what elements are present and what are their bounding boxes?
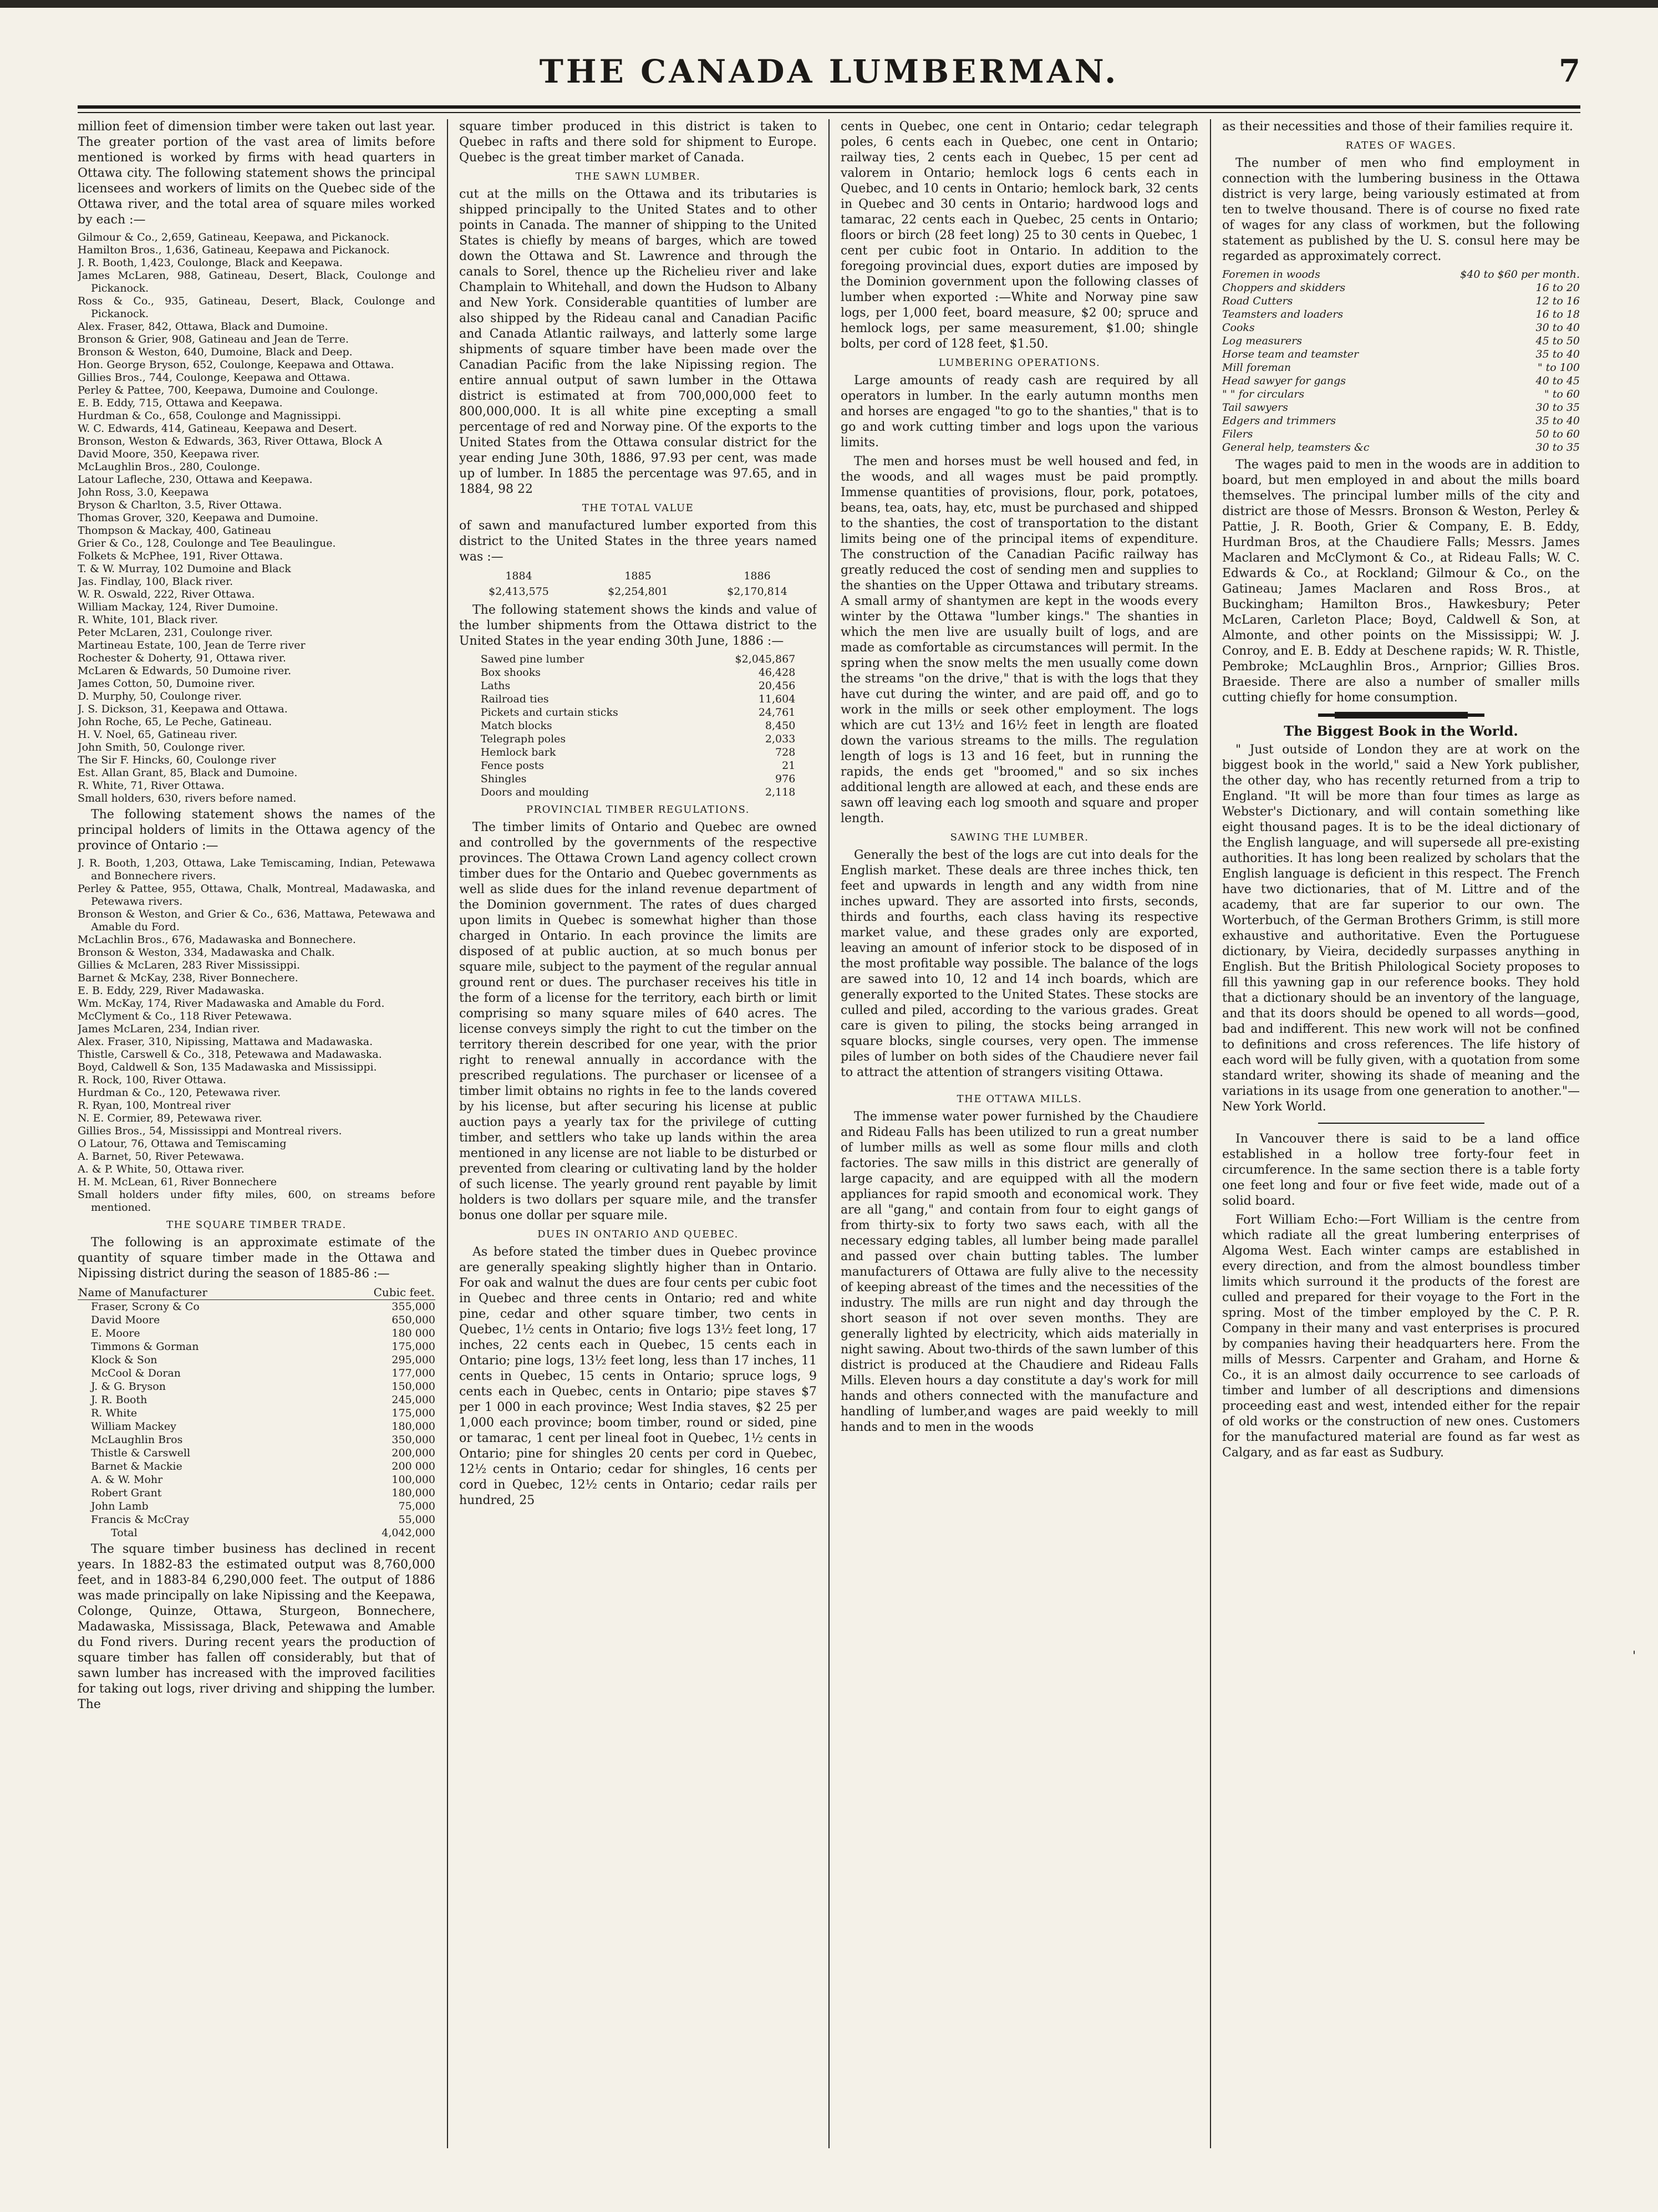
table-row: [481, 786, 796, 799]
list-item: Hurdman & Co., 658, Coulonge and Magnissippi.: [78, 410, 342, 422]
list-item: E. B. Eddy, 229, River Madawaska.: [78, 985, 265, 997]
paragraph: square timber produced in this district is taken to Quebec in rafts and there sold for shipment to Europe. Quebec is the great timber market of Canada.: [459, 120, 817, 165]
paragraph: Fort William Echo:—Fort William is the centre from which radiate all the great lumbering enterprises of Algoma West. Each winter camps are established in every direction, and from the almost boundless timber limits which surround it the products of the forest are culled and prepared for their voyage to the Fort in the spring. Most of the timber employed by the C. P. R. Company in their many and vast enterprises is procured by companies having their headquarters here. From the mills of Messrs. Carpenter and Graham, and Horne & Co., it is an almost daily occurrence to see carloads of timber and lumber of all descriptions and dimensions proceeding east and west, intended either for the repair of old works or the construction of new ones. Customers for the manufactured material are found as far west as Calgary, and as far east as Sudbury.: [1222, 1213, 1580, 1460]
paragraph: The following is an approximate estimate of the quantity of square timber made in the Ottawa and Nipissing district during the season of 1885-86 :—: [78, 1236, 435, 1281]
manufacturer-name: Klock & Son: [91, 1354, 157, 1366]
column-1: [78, 119, 435, 2148]
list-item: A. Barnet, 50, River Petewawa.: [78, 1150, 245, 1163]
lumber-kind: Railroad ties: [480, 693, 549, 705]
lumber-kind: Pickets and curtain sticks: [480, 706, 618, 718]
lumber-value: 728: [775, 746, 796, 758]
table-row: [78, 1420, 435, 1433]
job-title: Filers: [1222, 428, 1253, 440]
column-header: Cubic feet.: [319, 1285, 435, 1300]
list-item: Hurdman & Co., 120, Petewawa river.: [78, 1087, 281, 1099]
ornamental-rule: [1318, 711, 1484, 719]
list-item: Small holders under fifty miles, 600, on streams before mentioned.: [78, 1189, 435, 1214]
list-item: Barnet & McKay, 238, River Bonnechere.: [78, 972, 298, 984]
job-title: Edgers and trimmers: [1222, 415, 1336, 427]
list-item: Perley & Pattee, 955, Ottawa, Chalk, Montreal, Madawaska, and Petewawa rivers.: [78, 883, 435, 908]
paragraph: The men and horses must be well housed and fed, in the woods, and all wages must be paid promptly. Immense quantities of provisions, flour, pork, potatoes, beans, tea, oats, hay, etc, must be purchased and shipped to the shanties, the cost of transportation to the distant limits being one of the principal items of expenditure. The construction of the Canadian Pacific railway has greatly reduced the cost of sending men and supplies to the shanties on the Upper Ottawa and tributary streams. A small army of shantymen are kept in the woods every winter by the Ottawa "lumber kings." The shanties in which the men live are usually built of logs, and are made as comfortable as circumstances will permit. In the spring when the snow melts the men usually come down the streams "on the drive," that is with the logs that they have cut during the winter, and are paid off, and go to work in the mills or seek other employment. The logs which are cut 13½ and 16½ feet in length are floated down the various streams to the mills. The regulation length of logs is 13 and 16 feet, but in running the rapids, the ends get "broomed," and so six inches additional length are allowed at each, and these ends are sawn off leaving each log smooth and square and proper length.: [841, 455, 1198, 825]
table-row: [481, 706, 796, 719]
list-item: H. V. Noel, 65, Gatineau river.: [78, 728, 238, 741]
manufacturer-name: Barnet & Mackie: [91, 1460, 182, 1472]
year-entry: [608, 568, 668, 599]
list-item: R. Ryan, 100, Montreal river: [78, 1099, 231, 1112]
cubic-feet: 55,000: [398, 1513, 435, 1526]
list-item: Martineau Estate, 100, Jean de Terre river: [78, 639, 306, 651]
lumber-kind: Hemlock bark: [480, 746, 556, 758]
list-item: Bryson & Charlton, 3.5, River Ottawa.: [78, 499, 282, 511]
manufacturer-name: McLaughlin Bros: [91, 1434, 183, 1446]
masthead-rule: [78, 105, 1580, 109]
table-row: [481, 719, 796, 732]
masthead: [78, 53, 1580, 103]
job-title: Tail sawyers: [1222, 401, 1288, 414]
table-row: [78, 1393, 435, 1406]
job-title: Road Cutters: [1222, 295, 1293, 307]
table-row: [78, 1327, 435, 1340]
wage-rate: 40 to 45: [1535, 375, 1580, 387]
job-title: Head sawyer for gangs: [1222, 375, 1346, 387]
list-item: Est. Allan Grant, 85, Black and Dumoine.: [78, 767, 298, 779]
table-row: [78, 1406, 435, 1420]
lumber-value: 11,604: [758, 693, 796, 705]
lumber-kind: Doors and moulding: [480, 786, 589, 798]
cubic-feet: 295,000: [391, 1354, 435, 1366]
paragraph: The immense water power furnished by the Chaudiere and Rideau Falls has been utilized to run a great number of lumber mills as well as some flour mills and cloth factories. The saw mills in this district are generally of large capacity, and are equipped with all the modern appliances for rapid smooth and economical work. They are all "gang," and contain from four to eight gangs of from thirty-six to forty two saws each, with all the necessary edging tables, all lumber being made parallel and passed over chain butting tables. The lumber manufacturers of Ottawa are fully alive to the necessity of keeping abreast of the times and the necessities of the industry. The mills are run night and day through the short season if not over seven months. They are generally lighted by electricity, which aids materially in night sawing. About two-thirds of the sawn lumber of this district is produced at the Chaudiere and Rideau Falls Mills. Eleven hours a day constitute a day's work for mill hands and others connected with the manufacture and handling of lumber,and wages are paid weekly to mill hands and to men in the woods: [841, 1110, 1198, 1434]
year-entry: [727, 568, 787, 599]
wage-rate: " to 60: [1544, 388, 1580, 400]
lumber-value: $2,045,867: [735, 653, 796, 665]
quebec-licensee-list: [78, 231, 435, 805]
list-item: McClyment & Co., 118 River Petewawa.: [78, 1010, 292, 1022]
manufacturer-name: E. Moore: [91, 1327, 140, 1339]
list-item: Thistle, Carswell & Co., 318, Petewawa and Madawaska.: [78, 1048, 382, 1061]
table-row: [481, 772, 796, 786]
list-item: McLaren & Edwards, 50 Dumoine river.: [78, 665, 292, 677]
total-label: Total: [111, 1527, 138, 1539]
article-headline: The Biggest Book in the World.: [1284, 723, 1518, 739]
manufacturer-name: A. & W. Mohr: [91, 1474, 163, 1486]
paragraph: as their necessities and those of their families require it.: [1222, 120, 1573, 134]
paragraph: As before stated the timber dues in Quebec province are generally speaking slightly higher than in Ontario. For oak and walnut the dues are four cents per cubic foot in Quebec and three cents in Ontario; red and white pine, cedar and other square timber, two cents in Quebec, 1½ cents in Ontario; five logs 13½ feet long, 17 inches, 22 cents each in Quebec, 15 cents each in Ontario; pine logs, 13½ feet long, less than 17 inches, 11 cents in Quebec, 15 cents in Ontario; spruce logs, 9 cents each in Quebec, cents in Ontario; pipe staves $7 per 1 000 in each province; West India staves, $2 25 per 1,000 each province; boom timber, round or sided, pine or tamarac, 1 cent per lineal foot in Quebec, 1½ cents in Ontario; pine for shingles 20 cents per cord in Quebec, 12½ cents in Ontario; cedar for shingles, 16 cents per cord in Quebec, 12½ cents in Ontario; cedar rails per hundred, 25: [459, 1245, 817, 1507]
list-item: Gillies Bros., 54, Mississippi and Montreal rivers.: [78, 1125, 342, 1137]
table-row: [78, 1460, 435, 1473]
list-item: Perley & Pattee, 700, Keepawa, Dumoine and Coulonge.: [78, 384, 378, 396]
table-row: [78, 1500, 435, 1513]
manufacturer-name: John Lamb: [91, 1500, 149, 1512]
cubic-feet: 175,000: [391, 1341, 435, 1353]
cubic-feet: 200,000: [391, 1447, 435, 1459]
wage-rate: 30 to 35: [1535, 401, 1580, 414]
cubic-feet: 650,000: [391, 1314, 435, 1326]
list-item: Hon. George Bryson, 652, Coulonge, Keepawa and Ottawa.: [78, 359, 394, 371]
table-row: [1222, 427, 1580, 441]
paragraph: Generally the best of the logs are cut into deals for the English market. These deals are three inches thick, ten feet and upwards in length and any width from nine inches upward. They are assorted into firsts, seconds, thirds and fourths, each class having its respective market value, and these grades only are exported, leaving an amount of inferior stock to be disposed of in the most profitable way possible. The balance of the logs are sawed into 10, 12 and 14 inch boards, which are generally exported to the United States. These stocks are culled and piled, according to the various grades. Great care is given to piling, the stocks being arranged in square blocks, single courses, very open. The immense piles of lumber on both sides of the Chaudiere never fail to attract the attention of strangers visiting Ottawa.: [841, 848, 1198, 1079]
list-item: Thompson & Mackay, 400, Gatineau: [78, 524, 272, 537]
list-item: William Mackay, 124, River Dumoine.: [78, 601, 278, 613]
cubic-feet: 177,000: [391, 1367, 435, 1379]
wage-rate: " to 100: [1537, 361, 1580, 374]
separator-rule: [1318, 1123, 1484, 1124]
year: 1884: [505, 570, 532, 582]
section-heading: THE OTTAWA MILLS.: [957, 1093, 1082, 1105]
cubic-feet: 75,000: [398, 1500, 435, 1512]
table-row: [1222, 321, 1580, 334]
lumber-kind: Shingles: [480, 773, 527, 785]
list-item: Wm. McKay, 174, River Madawaska and Amable du Ford.: [78, 997, 385, 1010]
list-item: R. White, 71, River Ottawa.: [78, 779, 225, 792]
manufacturer-name: Francis & McCray: [91, 1513, 190, 1526]
list-item: James McLaren, 234, Indian river.: [78, 1023, 260, 1035]
wage-rate: 50 to 60: [1535, 428, 1580, 440]
wages-table: [1222, 268, 1580, 454]
table-row: [78, 1313, 435, 1327]
column-header: Name of Manufacturer: [78, 1285, 319, 1300]
table-row: [1222, 294, 1580, 308]
lumber-kind: Match blocks: [480, 720, 552, 732]
columns: [78, 119, 1580, 2148]
year: 1885: [624, 570, 652, 582]
table-row: [1222, 414, 1580, 427]
paragraph: " Just outside of London they are at work on the biggest book in the world," said a New York publisher, the other day, who has recently returned from a trip to England. "It will be more than four times as large as Webster's Dictionary, and will contain something like eight thousand pages. It is to be the ideal dictionary of the English language, and will supersede all pre-existing authorities. It has long been realized by scholars that the English language is deficient in this respect. The French have two dictionaries, that of M. Littre and of the academy, that are far superior to our own. The Worterbuch, of the German Brothers Grimm, is still more exhaustive and authoritative. Even the Portuguese dictionary, by Vieira, decidedly surpasses anything in English. But the British Philological Society proposes to fill this yawning gap in our reference books. They hold that a dictionary should be an inventory of the language, and that its doors should be opened to all words—good, bad and indifferent. This new work will not be confined to definitions and cross references. The life history of each word will be fully given, with a quotation from some standard writer, showing its shade of meaning and the variations in its usage from one generation to another."—New York World.: [1222, 743, 1580, 1114]
year-value: $2,170,814: [727, 585, 787, 598]
top-border: [0, 0, 1658, 8]
table-row: [481, 732, 796, 746]
manufacturer-name: David Moore: [91, 1314, 160, 1326]
paragraph: cents in Quebec, one cent in Ontario; cedar telegraph poles, 6 cents each in Quebec, one cent in Ontario; railway ties, 2 cents each in Quebec, 15 per cent ad valorem in Ontario; hemlock logs 6 cents each in Quebec, and 10 cents in Ontario; hemlock bark, 32 cents in Quebec and 30 cents in Ontario; hardwood logs and tamarac, 22 cents each in Quebec, 25 cents in Ontario; floors or birch (28 feet long) 25 to 30 cents in Quebec, 1 cent per cubic foot in Ontario. In addition to the foregoing provincial dues, export duties are imposed by the Dominion government upon the following classes of lumber when exported :—White and Norway pine saw logs, per 1,000 feet, board measure, $2 00; spruce and hemlock logs, per same measurement, $1.00; shingle bolts, per cord of 128 feet, $1.50.: [841, 120, 1198, 351]
paragraph: Large amounts of ready cash are required by all operators in lumber. In the early autumn months men and horses are engaged "to go to the shanties," that is to go and work cutting timber and logs upon the various limits.: [841, 374, 1198, 450]
list-item: Folkets & McPhee, 191, River Ottawa.: [78, 550, 283, 562]
lumber-value: 20,456: [758, 680, 796, 692]
year-value: $2,413,575: [489, 585, 549, 598]
cubic-feet: 200 000: [391, 1460, 435, 1472]
table-row: [78, 1353, 435, 1367]
list-item: Alex. Fraser, 842, Ottawa, Black and Dumoine.: [78, 320, 328, 333]
manufacturer-name: Fraser, Scrony & Co: [91, 1301, 200, 1313]
list-item: Ross & Co., 935, Gatineau, Desert, Black, Coulonge and Pickanock.: [78, 295, 435, 320]
masthead-rule-thin: [78, 112, 1580, 113]
column-divider: [1210, 119, 1211, 2148]
list-item: Bronson & Weston, 640, Dumoine, Black and Deep.: [78, 346, 353, 358]
list-item: McLachlin Bros., 676, Madawaska and Bonnechere.: [78, 934, 356, 946]
year: 1886: [744, 570, 771, 582]
list-item: John Ross, 3.0, Keepawa: [78, 486, 209, 498]
list-item: Gillies Bros., 744, Coulonge, Keepawa and Ottawa.: [78, 371, 350, 384]
wage-rate: $40 to $60 per month.: [1460, 268, 1580, 281]
list-item: Gillies & McLaren, 283 River Mississippi.: [78, 959, 301, 971]
lumber-kind: Laths: [480, 680, 511, 692]
lumber-value: 46,428: [758, 666, 796, 679]
list-item: Jas. Findlay, 100, Black river.: [78, 575, 233, 588]
table-row: [1222, 308, 1580, 321]
list-item: E. B. Eddy, 715, Ottawa and Keepawa.: [78, 397, 283, 409]
list-item: J. S. Dickson, 31, Keepawa and Ottawa.: [78, 703, 288, 715]
job-title: Horse team and teamster: [1222, 348, 1359, 360]
paragraph: The timber limits of Ontario and Quebec are owned and controlled by the governments of the respective provinces. The Ottawa Crown Land agency collect crown timber dues for the Ontario and Quebec governments as well as slide dues for the inland revenue department of the Dominion government. The rates of dues charged upon limits in Quebec is somewhat higher than those charged in Ontario. In each province the limits are disposed of at public auction, at so much bonus per square mile, subject to the payment of the regular annual ground rent or dues. The purchaser receives his title in the form of a license for the territory, each birth or limit comprising so many square miles of 640 acres. The license conveys simply the right to cut the timber on the territory therein described for one year, with the prior right to renewal annually in accordance with the prescribed regulations. The purchaser or licensee of a timber limit obtains no rights in fee to the lands covered by his license, but after securing his license at public auction pays a yearly tax for the privilege of cutting timber, and settlers who take up lands within the area mentioned in any license are not liable to be disturbed or prevented from clearing or cultivating land by the holder of such license. The yearly ground rent payable by limit holders is two dollars per square mile, and the transfer bonus one dollar per square mile.: [459, 820, 817, 1222]
list-item: James McLaren, 988, Gatineau, Desert, Black, Coulonge and Pickanock.: [78, 269, 435, 294]
list-item: D. Murphy, 50, Coulonge river.: [78, 690, 242, 702]
section-heading: THE SAWN LUMBER.: [575, 171, 701, 182]
table-row: [1222, 401, 1580, 414]
manufacturer-name: Thistle & Carswell: [91, 1447, 191, 1459]
table-row: [481, 746, 796, 759]
list-item: T. & W. Murray, 102 Dumoine and Black: [78, 563, 291, 575]
table-row: [1222, 388, 1580, 401]
paragraph: The following statement shows the names of the principal holders of limits in the Ottawa agency of the province of Ontario :—: [78, 808, 435, 853]
table-row: [78, 1513, 435, 1526]
table-row: [481, 679, 796, 692]
page-number: 7: [1559, 53, 1580, 89]
year-entry: [489, 568, 549, 599]
section-heading: SAWING THE LUMBER.: [950, 832, 1089, 843]
cubic-feet: 350,000: [391, 1434, 435, 1446]
lumber-value: 21: [782, 760, 796, 772]
job-title: Log measurers: [1222, 335, 1302, 347]
export-value-years: [459, 568, 817, 599]
table-row: [78, 1473, 435, 1486]
list-item: R. White, 101, Black river.: [78, 614, 218, 626]
table-row: [1222, 334, 1580, 348]
table-row: [481, 666, 796, 679]
cubic-feet: 180,000: [391, 1487, 435, 1499]
cubic-feet: 180,000: [391, 1420, 435, 1433]
paragraph: of sawn and manufactured lumber exported from this district to the United States in the three years named was :—: [459, 519, 817, 564]
list-item: Small holders, 630, rivers before named.: [78, 792, 297, 804]
list-item: John Roche, 65, Le Peche, Gatineau.: [78, 716, 272, 728]
list-item: Bronson, Weston & Edwards, 363, River Ottawa, Block A: [78, 435, 383, 447]
lumber-kind: Telegraph poles: [480, 733, 566, 745]
job-title: General help, teamsters &c: [1222, 441, 1370, 453]
section-heading: THE TOTAL VALUE: [582, 502, 694, 514]
job-title: Cooks: [1222, 322, 1255, 334]
column-divider: [447, 119, 448, 2148]
manufacturer-name: J. R. Booth: [91, 1394, 148, 1406]
table-row: [78, 1433, 435, 1446]
section-heading: THE SQUARE TIMBER TRADE.: [166, 1219, 347, 1231]
section-heading: PROVINCIAL TIMBER REGULATIONS.: [526, 804, 750, 816]
table-row: [78, 1340, 435, 1353]
lumber-kind: Box shooks: [480, 666, 541, 679]
lumber-value: 976: [775, 773, 796, 785]
list-item: Bronson & Weston, 334, Madawaska and Chalk.: [78, 946, 335, 959]
list-item: Grier & Co., 128, Coulonge and Tee Beaulingue.: [78, 537, 336, 549]
cubic-feet: 180 000: [391, 1327, 435, 1339]
list-item: John Smith, 50, Coulonge river.: [78, 741, 246, 753]
manufacturer-name: Robert Grant: [91, 1487, 162, 1499]
table-row: [78, 1446, 435, 1460]
paragraph: The square timber business has declined in recent years. In 1882-83 the estimated output was 8,760,000 feet, and in 1883-84 6,290,000 feet. The output of 1886 was made principally on lake Nipissing and the Keepawa, Colonge, Quinze, Ottawa, Sturgeon, Bonnechere, Madawaska, Mississaga, Black, Petewawa and Amable du Fond rivers. During recent years the production of square timber has fallen off considerably, but that of sawn lumber has increased with the improved facilities for taking out logs, river driving and shipping the lumber. The: [78, 1542, 435, 1711]
list-item: James Cotton, 50, Dumoine river.: [78, 677, 255, 690]
ontario-holder-list: [78, 857, 435, 1214]
wage-rate: 30 to 40: [1535, 322, 1580, 334]
wage-rate: 45 to 50: [1535, 335, 1580, 347]
lumber-value: 24,761: [758, 706, 796, 718]
paragraph: The number of men who find employment in connection with the lumbering business in the Ottawa district is very large, being variously estimated at from ten to twelve thousand. There is of course no fixed rate of wages for any class of workmen, but the following statement as published by the U. S. consul here may be regarded as approximately correct.: [1222, 156, 1580, 263]
margin-mark: ': [1632, 1649, 1636, 1663]
list-item: David Moore, 350, Keepawa river.: [78, 448, 260, 460]
lumber-kinds-table: [481, 653, 796, 799]
lumber-value: 8,450: [765, 720, 796, 732]
year-value: $2,254,801: [608, 585, 668, 598]
list-item: McLaughlin Bros., 280, Coulonge.: [78, 461, 261, 473]
paragraph: The following statement shows the kinds and value of the lumber shipments from the Ottawa district to the United States in the year ending 30th June, 1886 :—: [459, 603, 817, 648]
list-item: Latour Lafleche, 230, Ottawa and Keepawa.: [78, 473, 313, 486]
list-item: Thomas Grover, 320, Keepawa and Dumoine.: [78, 512, 319, 524]
list-item: Bronson & Weston, and Grier & Co., 636, Mattawa, Petewawa and Amable du Ford.: [78, 908, 435, 933]
manufacturer-name: William Mackey: [91, 1420, 176, 1433]
paragraph: cut at the mills on the Ottawa and its tributaries is shipped principally to the United States and to other points in Canada. The manner of shipping to the United States is chiefly by means of barges, which are towed down the Ottawa and St. Lawrence and through the canals to Sorel, thence up the Richelieu river and lake Champlain to Whitehall, and down the Hudson to Albany and New York. Considerable quantities of lumber are also shipped by the Rideau canal and Canadian Pacific and Canada Atlantic railways, and latterly some large shipments of square timber have been made over the Canadian Pacific from the lake Nipissing region. The entire annual output of sawn lumber in the Ottawa district is estimated at from 700,000,000 feet to 800,000,000. It is all white pine excepting a small percentage of red and Norway pine. Of the exports to the United States from the Ottawa consular district for the year ending June 30th, 1886, 97.93 per cent, was made up of lumber. In 1885 the percentage was 97.65, and in 1884, 98 22: [459, 187, 817, 496]
cubic-feet: 245,000: [391, 1394, 435, 1406]
list-item: Peter McLaren, 231, Coulonge river.: [78, 626, 273, 639]
list-item: H. M. McLean, 61, River Bonnechere: [78, 1176, 277, 1188]
lumber-value: 2,033: [765, 733, 796, 745]
table-row: [78, 1380, 435, 1393]
list-item: Hamilton Bros., 1,636, Gatineau, Keepawa and Pickanock.: [78, 244, 390, 256]
job-title: " " for circulars: [1222, 388, 1305, 400]
table-row: [78, 1300, 435, 1314]
list-item: Gilmour & Co., 2,659, Gatineau, Keepawa, and Pickanock.: [78, 231, 389, 243]
job-title: Foremen in woods: [1222, 268, 1320, 281]
column-4: [1222, 119, 1580, 2148]
section-heading: DUES IN ONTARIO AND QUEBEC.: [537, 1229, 739, 1240]
table-row: [1222, 441, 1580, 454]
manufacturer-name: R. White: [91, 1407, 138, 1419]
cubic-feet: 150,000: [391, 1380, 435, 1393]
list-item: A. & P. White, 50, Ottawa river.: [78, 1163, 245, 1175]
column-divider: [828, 119, 830, 2148]
job-title: Teamsters and loaders: [1222, 308, 1344, 320]
lumber-kind: Fence posts: [480, 760, 544, 772]
wage-rate: 30 to 35: [1535, 441, 1580, 453]
list-item: The Sir F. Hincks, 60, Coulonge river: [78, 754, 276, 766]
list-item: Alex. Fraser, 310, Nipissing, Mattawa and Madawaska.: [78, 1036, 373, 1048]
paragraph: million feet of dimension timber were taken out last year. The greater portion of the vast area of limits before mentioned is worked by firms with head quarters in Ottawa city. The following statement shows the principal licensees and workers of limits on the Quebec side of the Ottawa river, and the total area of square miles worked by each :—: [78, 120, 435, 227]
manufacturer-name: McCool & Doran: [91, 1367, 181, 1379]
table-row: [1222, 268, 1580, 281]
wage-rate: 16 to 20: [1535, 282, 1580, 294]
wage-rate: 12 to 16: [1535, 295, 1580, 307]
wage-rate: 16 to 18: [1535, 308, 1580, 320]
list-item: Bronson & Grier, 908, Gatineau and Jean de Terre.: [78, 333, 349, 345]
table-row: [78, 1367, 435, 1380]
job-title: Mill foreman: [1222, 361, 1291, 374]
column-3: [841, 119, 1198, 2148]
table-row: [1222, 361, 1580, 374]
list-item: W. C. Edwards, 414, Gatineau, Keepawa and Desert.: [78, 422, 357, 435]
section-heading: RATES OF WAGES.: [1345, 140, 1457, 151]
table-row: [481, 692, 796, 706]
list-item: O Latour, 76, Ottawa and Temiscaming: [78, 1138, 287, 1150]
list-item: R. Rock, 100, River Ottawa.: [78, 1074, 226, 1086]
wage-rate: 35 to 40: [1535, 348, 1580, 360]
table-row: [1222, 348, 1580, 361]
table-row: [481, 759, 796, 772]
column-2: [459, 119, 817, 2148]
list-item: J. R. Booth, 1,423, Coulonge, Black and Keepawa.: [78, 257, 343, 269]
paragraph: The wages paid to men in the woods are in addition to board, but men employed in and about the mills board themselves. The principal lumber mills of the city and district are those of Messrs. Bronson & Weston, Perley & Pattie, J. R. Booth, Grier & Company, E. B. Eddy, Hurdman Bros, at the Chaudiere Falls; Messrs. James Maclaren and McClymont & Co., at Rideau Falls; W. C. Edwards & Co., at Rockland; Gilmour & Co., on the Gatineau; James Maclaren and Ross Bros., at Buckingham; Hamilton Bros., Hawkesbury; Peter McLaren, Carleton Place; Boyd, Caldwell & Son, at Almonte, and other points on the Mississippi; W. J. Conroy, and E. B. Eddy at Deschene rapids; W. R. Thistle, Pembroke; McLaughlin Bros., Arnprior; Gillies Bros. Braeside. There are also a number of smaller mills cutting chiefly for home consumption.: [1222, 458, 1580, 705]
square-timber-table: [78, 1285, 435, 1540]
paragraph: In Vancouver there is said to be a land office established in a hollow tree forty-four feet in circumference. In the same section there is a table forty one feet long and four or five feet wide, made out of a solid board.: [1222, 1132, 1580, 1208]
manufacturer-name: Timmons & Gorman: [91, 1341, 199, 1353]
manufacturer-name: J. & G. Bryson: [91, 1380, 166, 1393]
table-row: [1222, 281, 1580, 294]
list-item: Boyd, Caldwell & Son, 135 Madawaska and Mississippi.: [78, 1061, 377, 1073]
lumber-kind: Sawed pine lumber: [480, 653, 584, 665]
list-item: Rochester & Doherty, 91, Ottawa river.: [78, 652, 286, 664]
cubic-feet: 175,000: [391, 1407, 435, 1419]
lumber-value: 2,118: [765, 786, 796, 798]
section-heading: LUMBERING OPERATIONS.: [938, 357, 1101, 369]
list-item: W. R. Oswald, 222, River Ottawa.: [78, 588, 255, 600]
wage-rate: 35 to 40: [1535, 415, 1580, 427]
cubic-feet: 100,000: [391, 1474, 435, 1486]
table-row: [78, 1486, 435, 1500]
table-row: [1222, 374, 1580, 388]
cubic-feet: 355,000: [391, 1301, 435, 1313]
total-value: 4,042,000: [382, 1527, 435, 1539]
list-item: J. R. Booth, 1,203, Ottawa, Lake Temiscaming, Indian, Petewawa and Bonnechere rivers.: [78, 857, 435, 882]
job-title: Choppers and skidders: [1222, 282, 1346, 294]
newspaper-title: THE CANADA LUMBERMAN.: [539, 53, 1119, 90]
table-row: [481, 653, 796, 666]
list-item: N. E. Cormier, 89, Petewawa river.: [78, 1112, 262, 1124]
